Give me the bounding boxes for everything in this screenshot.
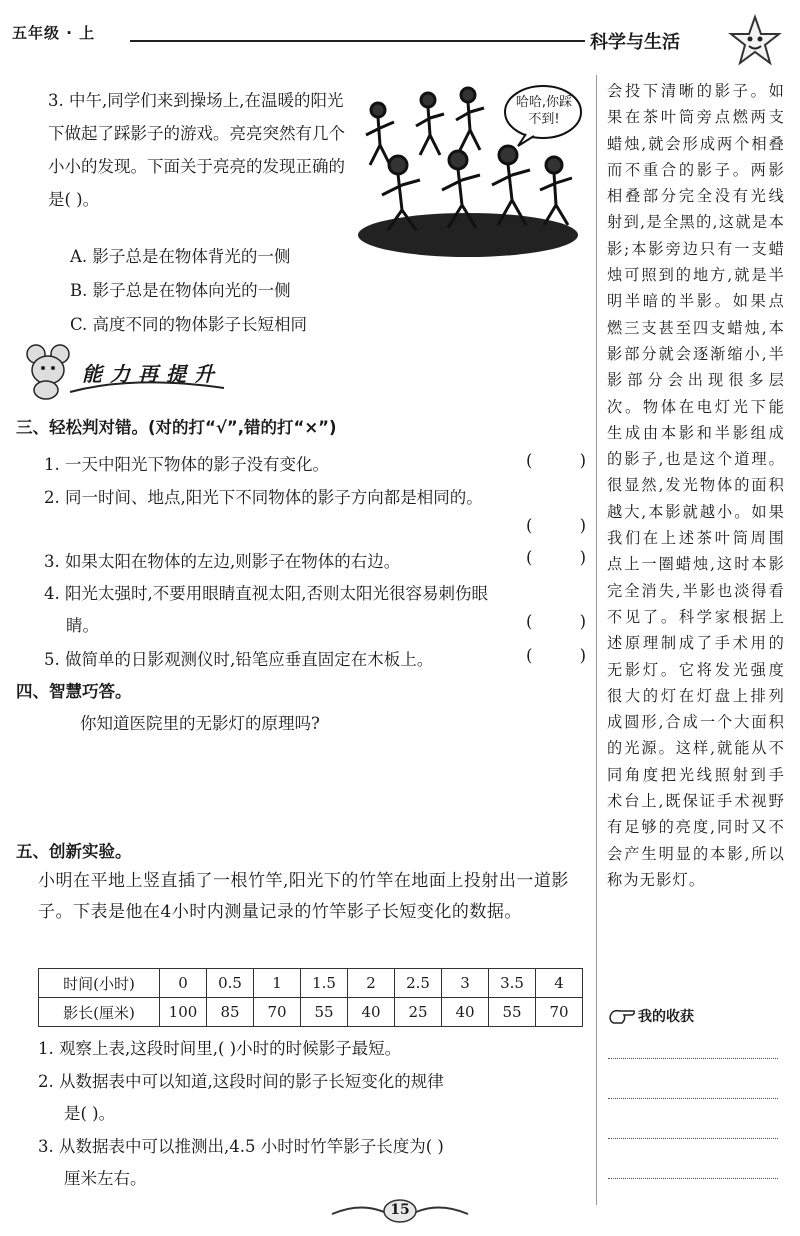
table-cell: 55 [301, 998, 348, 1027]
harvest-line[interactable] [608, 1098, 778, 1099]
table-cell: 2 [348, 969, 395, 998]
table-row [39, 969, 583, 998]
section-5-q3-cont: 厘米左右。 [64, 1169, 147, 1188]
section-5-q1: 1. 观察上表,这段时间里,( )小时的时候影子最短。 [38, 1039, 402, 1058]
pointing-hand-icon [608, 1005, 636, 1027]
header-rule [130, 40, 585, 42]
table-cell: 70 [536, 998, 583, 1027]
judge-item-2: 2. 同一时间、地点,阳光下不同物体的影子方向都是相同的。 [44, 488, 483, 507]
section-4-question: 你知道医院里的无影灯的原理吗? [80, 714, 320, 733]
table-cell: 4 [536, 969, 583, 998]
section-3-title: 三、轻松判对错。(对的打“√”,错的打“×”) [16, 418, 337, 437]
section-5-q3: 3. 从数据表中可以推测出,4.5 小时时竹竿影子长度为( ) [38, 1137, 444, 1156]
section-5-title: 五、创新实验。 [16, 842, 132, 861]
harvest-label: 我的收获 [638, 1009, 694, 1025]
table-cell: 40 [348, 998, 395, 1027]
harvest-line[interactable] [608, 1178, 778, 1179]
table-row [39, 998, 583, 1027]
section-5-q2-cont: 是( )。 [64, 1104, 116, 1123]
judge-item-4-cont: 睛。 [66, 616, 99, 635]
section-5-q2: 2. 从数据表中可以知道,这段时间的影子长短变化的规律 [38, 1072, 444, 1091]
table-cell: 0 [160, 969, 207, 998]
section-4-title: 四、智慧巧答。 [16, 682, 132, 701]
grade-label: 五年级 · 上 [12, 24, 96, 42]
kids-shadow-game-illustration [358, 80, 588, 265]
answer-paren[interactable]: ( ) [526, 548, 586, 567]
star-mascot-icon [728, 14, 782, 68]
option-b: B. 影子总是在物体向光的一侧 [70, 281, 291, 300]
table-cell: 40 [442, 998, 489, 1027]
judge-item-1: 1. 一天中阳光下物体的影子没有变化。 [44, 455, 329, 474]
table-header-cell: 时间(小时) [39, 969, 160, 998]
table-cell: 2.5 [395, 969, 442, 998]
table-cell: 0.5 [207, 969, 254, 998]
table-cell: 70 [254, 998, 301, 1027]
table-cell: 100 [160, 998, 207, 1027]
sidebar-reading-text: 会投下清晰的影子。如果在茶叶筒旁点燃两支蜡烛,就会形成两个相叠而不重合的影子。两影相叠部分完全没有光线射到,是全黑的,这就是本影;本影旁边只有一支蜡烛可照到的地方,就是半明半暗的半影。如果点燃三支甚至四支蜡烛,本影部分就会逐渐缩小,半影部分会出现很多层次。物体在电灯光下能生成由本影和半影组成的影子,也是这个道理。很显然,发光物体的面积越大,本影就越小。如果我们在上述茶叶筒周围点上一圈蜡烛,这时本影完全消失,半影也淡得看不见了。科学家根据上述原理制成了手术用的无影灯。它将发光强度很大的灯在灯盘上排列成圆形,合成一个大面积的光源。这样,就能从不同角度把光线照射到手术台上,既保证手术视野有足够的亮度,同时又不会产生明显的本影,所以称为无影灯。 [607, 82, 785, 889]
shadow-length-table [38, 968, 583, 1027]
answer-paren[interactable]: ( ) [526, 516, 586, 535]
banner-title: 能力再提升 [82, 362, 222, 386]
table-cell: 1.5 [301, 969, 348, 998]
answer-paren[interactable]: ( ) [526, 451, 586, 470]
table-cell: 55 [489, 998, 536, 1027]
question-3-text: 3. 中午,同学们来到操场上,在温暖的阳光下做起了踩影子的游戏。亮亮突然有几个小小的发现。下面关于亮亮的发现正确的是( )。 [48, 91, 345, 209]
subject-title: 科学与生活 [590, 32, 680, 53]
page-number: 15 [390, 1202, 410, 1218]
table-header-cell: 影长(厘米) [39, 998, 160, 1027]
table-cell: 3 [442, 969, 489, 998]
answer-paren[interactable]: ( ) [526, 612, 586, 631]
harvest-line[interactable] [608, 1058, 778, 1059]
table-cell: 25 [395, 998, 442, 1027]
section-5-intro: 小明在平地上竖直插了一根竹竿,阳光下的竹竿在地面上投射出一道影子。下表是他在4小时内测量记录的竹竿影子长短变化的数据。 [38, 871, 569, 922]
answer-paren[interactable]: ( ) [526, 646, 586, 665]
table-cell: 85 [207, 998, 254, 1027]
speech-bubble-text: 哈哈,你踩不到! [515, 95, 573, 127]
judge-item-5: 5. 做简单的日影观测仪时,铅笔应垂直固定在木板上。 [44, 650, 434, 669]
judge-item-4: 4. 阳光太强时,不要用眼睛直视太阳,否则太阳光很容易刺伤眼 [44, 584, 488, 603]
harvest-line[interactable] [608, 1138, 778, 1139]
table-cell: 1 [254, 969, 301, 998]
option-c: C. 高度不同的物体影子长短相同 [70, 315, 308, 334]
judge-item-3: 3. 如果太阳在物体的左边,则影子在物体的右边。 [44, 552, 401, 571]
option-a: A. 影子总是在物体背光的一侧 [70, 247, 291, 266]
table-cell: 3.5 [489, 969, 536, 998]
